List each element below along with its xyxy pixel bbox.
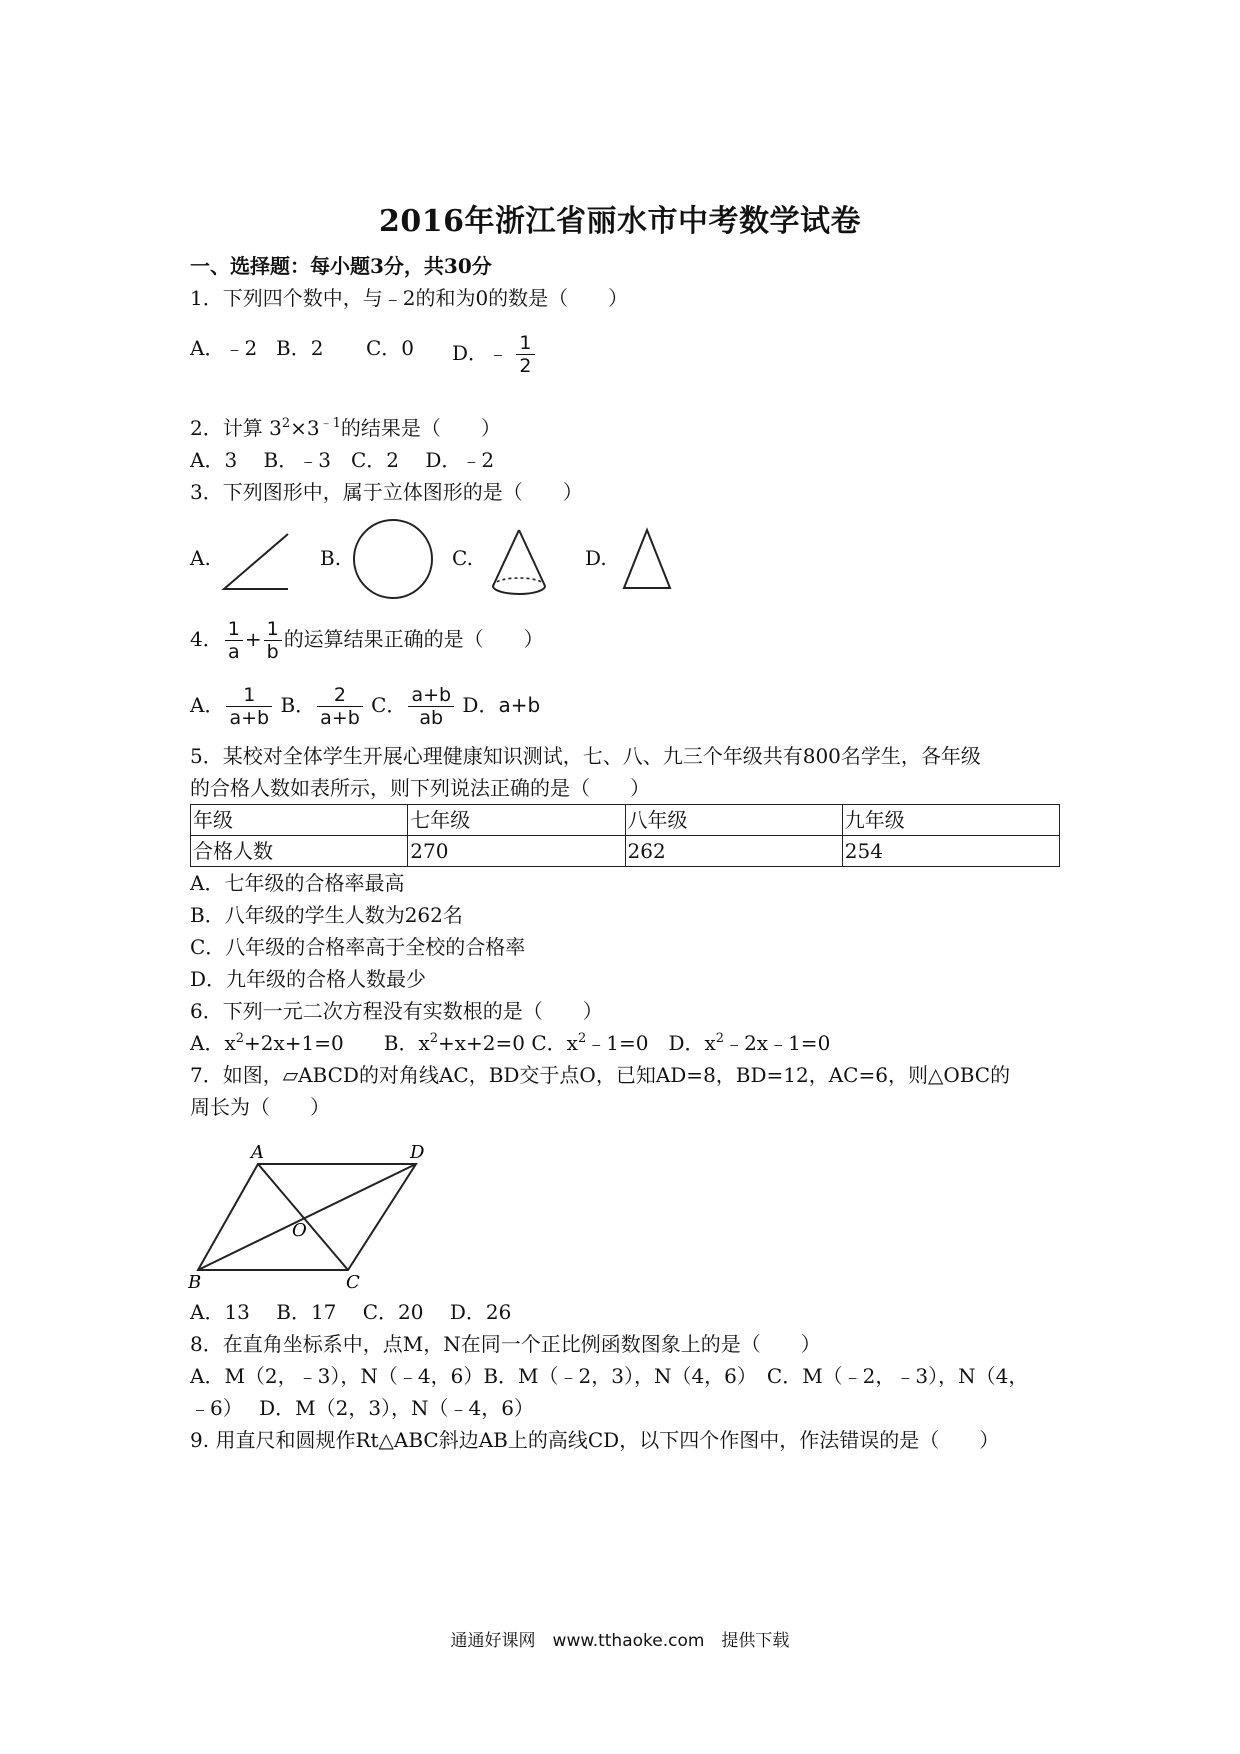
q4-option-d-value: a+b	[498, 693, 541, 717]
q7-options: A．13 B．17 C．20 D．26	[190, 1300, 512, 1324]
q1-option-d-prefix: D．﹣	[452, 341, 509, 365]
fraction-numerator: 1	[225, 618, 243, 641]
question-block-5	[190, 740, 1060, 1123]
q2-exponent-2: ﹣1	[319, 416, 341, 431]
q6-b-sup: 2	[429, 1031, 439, 1046]
q2-stem-pre: 2．计算 3	[190, 416, 282, 440]
q6-a-post: +2x+1=0	[244, 1031, 384, 1055]
q4-option-c-label: C．	[371, 693, 407, 717]
q3-stem: 3．下列图形中，属于立体图形的是（ ）	[190, 480, 583, 504]
q2-exponent-1: 2	[281, 416, 291, 431]
q4-stem-post: 的运算结果正确的是（ ）	[283, 627, 544, 651]
q3-option-d-label: D.	[585, 546, 607, 570]
q6-stem: 6．下列一元二次方程没有实数根的是（ ）	[190, 999, 603, 1023]
table-cell: 八年级	[625, 805, 842, 836]
table-cell: 254	[842, 836, 1059, 867]
q1-option-c: C．0	[366, 336, 415, 360]
fraction-numerator: 1	[516, 332, 534, 355]
fraction-denominator: a+b	[320, 707, 360, 729]
q1-option-d-fraction	[516, 332, 534, 377]
table-cell: 七年级	[408, 805, 625, 836]
q2-stem	[190, 412, 1060, 444]
vertex-label-a: A	[251, 1142, 264, 1163]
q6-c-post: ﹣1=0	[586, 1031, 669, 1055]
grades-table	[190, 804, 1060, 867]
q5-option-b: B．八年级的学生人数为262名	[190, 903, 463, 927]
fraction-denominator: 2	[519, 355, 532, 377]
q1-options	[190, 322, 1060, 377]
q4-prefix: 4．	[190, 627, 223, 651]
q4-option-b-fraction	[317, 684, 363, 729]
cone-figure	[488, 526, 550, 602]
q4-plus: +	[244, 627, 262, 651]
table-row	[191, 836, 1060, 867]
table-header-row	[191, 805, 1060, 836]
circle-figure	[350, 516, 436, 602]
question-block-1	[190, 250, 1060, 314]
vertex-label-c: C	[346, 1272, 360, 1290]
q1-option-d	[452, 332, 537, 377]
q3-option-a-label: A.	[190, 546, 211, 570]
q5-stem-line2: 的合格人数如表所示，则下列说法正确的是（ ）	[190, 776, 650, 800]
fraction-denominator: a+b	[229, 707, 270, 729]
q4-fraction-1	[225, 618, 243, 663]
q8-options-line1: A．M（2，﹣3），N（﹣4，6）B．M（﹣2，3），N（4，6） C．M（﹣2，﹣3），N（4，	[190, 1364, 1029, 1388]
q6-d-sup: 2	[715, 1031, 725, 1046]
q4-option-b-label: B．	[280, 693, 316, 717]
q3-option-b-label: B.	[320, 546, 342, 570]
q6-d-post: ﹣2x﹣1=0	[724, 1031, 831, 1055]
q6-a-sup: 2	[235, 1031, 245, 1046]
page-footer: 通通好课网 www.tthaoke.com 提供下载	[450, 1631, 790, 1651]
table-cell: 年级	[191, 805, 408, 836]
q4-stem	[190, 618, 544, 663]
q8-options-line2: ﹣6） D．M（2，3），N（﹣4，6）	[190, 1396, 534, 1420]
fraction-numerator: 1	[264, 618, 282, 641]
angle-figure	[220, 524, 292, 594]
triangle-figure	[620, 526, 674, 596]
q3-figures	[190, 516, 1060, 602]
q7-stem-line2: 周长为（ ）	[190, 1095, 330, 1119]
table-cell: 270	[408, 836, 625, 867]
diagonal-ac	[258, 1164, 348, 1270]
table-cell: 262	[625, 836, 842, 867]
q5-option-d: D．九年级的合格人数最少	[190, 967, 427, 991]
q3-option-c-label: C.	[452, 546, 473, 570]
page-title: 2016年浙江省丽水市中考数学试卷	[379, 204, 861, 239]
q6-b-post: +x+2=0	[438, 1031, 532, 1055]
q8-stem: 8．在直角坐标系中，点M，N在同一个正比例函数图象上的是（ ）	[190, 1332, 821, 1356]
q4-options	[190, 680, 1060, 734]
vertex-label-d: D	[410, 1142, 425, 1163]
fraction-numerator: 1	[226, 684, 272, 707]
q5-option-c: C．八年级的合格率高于全校的合格率	[190, 935, 526, 959]
question-block-2	[190, 412, 1060, 508]
diagonal-bd	[198, 1164, 416, 1270]
q4-option-d-label: D．	[462, 693, 499, 717]
fraction-denominator: b	[266, 641, 279, 663]
fraction-denominator: ab	[419, 707, 444, 729]
fraction-numerator: a+b	[408, 684, 454, 707]
q6-options	[190, 1027, 1060, 1059]
vertex-label-b: B	[188, 1272, 202, 1290]
q6-c-sup: 2	[577, 1031, 587, 1046]
section-heading: 一、选择题：每小题3分，共30分	[190, 254, 492, 278]
q1-stem: 1．下列四个数中，与﹣2的和为0的数是（ ）	[190, 286, 629, 310]
q4-fraction-2	[264, 618, 282, 663]
q4-option-a-label: A．	[190, 693, 225, 717]
fraction-numerator: 2	[317, 684, 363, 707]
q2-stem-post: 的结果是（ ）	[340, 416, 501, 440]
q7-stem-line1: 7．如图，▱ABCD的对角线AC，BD交于点O，已知AD=8，BD=12，AC=6，则△OBC的	[190, 1063, 1011, 1087]
q2-options: A．3 B．﹣3 C．2 D．﹣2	[190, 448, 495, 472]
fraction-denominator: a	[227, 641, 240, 663]
question-block-7-9	[190, 1296, 1060, 1456]
q4-option-a-fraction	[226, 684, 272, 729]
q1-option-b: B．2	[276, 336, 324, 360]
q6-d-pre: D．x	[668, 1031, 716, 1055]
parallelogram-figure	[188, 1140, 438, 1290]
q1-option-a: A．﹣2	[190, 336, 258, 360]
center-label-o: O	[292, 1220, 307, 1241]
question-block-4	[190, 612, 1060, 664]
q6-a-pre: A．x	[190, 1031, 236, 1055]
table-cell: 合格人数	[191, 836, 408, 867]
table-cell: 九年级	[842, 805, 1059, 836]
q4-option-c-fraction	[408, 684, 454, 729]
q2-stem-mid: ×3	[290, 416, 320, 440]
q6-b-pre: B．x	[383, 1031, 430, 1055]
q4-options-line	[190, 684, 540, 729]
q5-option-a: A．七年级的合格率最高	[190, 871, 405, 895]
q9-stem: 9. 用直尺和圆规作Rt△ABC斜边AB上的高线CD，以下四个作图中，作法错误的是（ ）	[190, 1428, 1000, 1452]
q6-c-pre: C．x	[531, 1031, 578, 1055]
q5-stem-line1: 5．某校对全体学生开展心理健康知识测试，七、八、九三个年级共有800名学生，各年级	[190, 744, 981, 768]
